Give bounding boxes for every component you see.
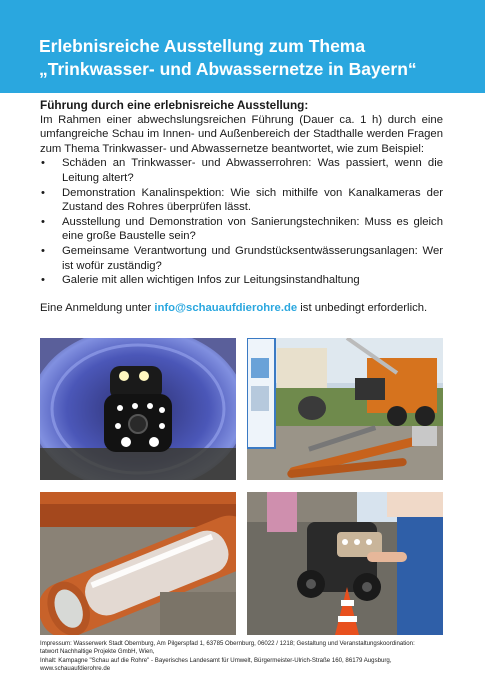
bullet-icon: • [41, 274, 45, 287]
section-heading: Führung durch eine erlebnisreiche Ausstellung: [40, 98, 309, 112]
list-item-text: Galerie mit allen wichtigen Infos zur Leitungsinstandhaltung [62, 274, 360, 287]
bullet-icon: • [41, 215, 45, 228]
title-line-1: Erlebnisreiche Ausstellung zum Thema [39, 36, 366, 56]
question-list [40, 156, 443, 287]
list-item [40, 215, 443, 244]
registration-text-end: ist unbedingt erforderlich. [297, 301, 428, 314]
list-item-text: Gemeinsame Verantwortung und Grundstücksentwässerungsanlagen: Wer ist wofür zuständig? [62, 244, 443, 272]
list-item-text: Ausstellung und Demonstration von Sanierungstechniken: Muss es gleich eine große Baustelle sein? [62, 215, 443, 243]
intro-paragraph: Im Rahmen einer abwechslungsreichen Führung (Dauer ca. 1 h) durch eine umfangreiche Schau im Innen- und Außenbereich der Stadthalle werden Fragen zum Thema Trinkwasser- und Abwassernetze beantwortet, wie zum Beispiel: [40, 113, 443, 155]
bullet-icon: • [41, 157, 45, 170]
photo-camera-in-pipe [40, 338, 236, 480]
imprint-website-link[interactable]: www.schauaufdierohre.de [40, 664, 111, 672]
registration-email-link[interactable]: info@schauaufdierohre.de [154, 301, 298, 314]
photo-pipe-relining [40, 492, 236, 635]
registration-note [40, 301, 443, 316]
list-item-text: Schäden an Trinkwasser- und Abwasserrohren: Was passiert, wenn die Leitung altert? [62, 157, 443, 184]
imprint-line: Impressum: Wasserwerk Stadt Obernburg, Am Pilgerspfad 1, 63785 Obernburg, 06022 / 1218; Gestaltung und Veranstaltungskoordination: [40, 640, 415, 647]
photo-outdoor-exhibition [247, 338, 443, 480]
photo-camera-vehicle-children [247, 492, 443, 635]
title-line-2: „Trinkwasser- und Abwassernetze in Bayern“ [39, 59, 417, 79]
bullet-icon: • [41, 244, 45, 257]
imprint [40, 640, 460, 673]
list-item [40, 156, 443, 185]
list-item [40, 186, 443, 215]
list-item [40, 273, 443, 288]
header-banner [0, 0, 485, 93]
bullet-icon: • [41, 186, 45, 199]
list-item [40, 244, 443, 273]
imprint-line: Inhalt: Kampagne "Schau auf die Rohre" - Bayerisches Landesamt für Umwelt, Bürgermeister-Ulrich-Straße 160, 86179 Augsburg, [40, 656, 392, 664]
registration-text: Eine Anmeldung unter [40, 301, 155, 314]
list-item-text: Demonstration Kanalinspektion: Wie sich mithilfe von Kanalkameras der Zustand des Rohres überprüfen lässt. [62, 186, 443, 214]
main-text [40, 98, 443, 315]
imprint-line: tatwort Nachhaltige Projekte GmbH, Wien, [40, 648, 155, 656]
